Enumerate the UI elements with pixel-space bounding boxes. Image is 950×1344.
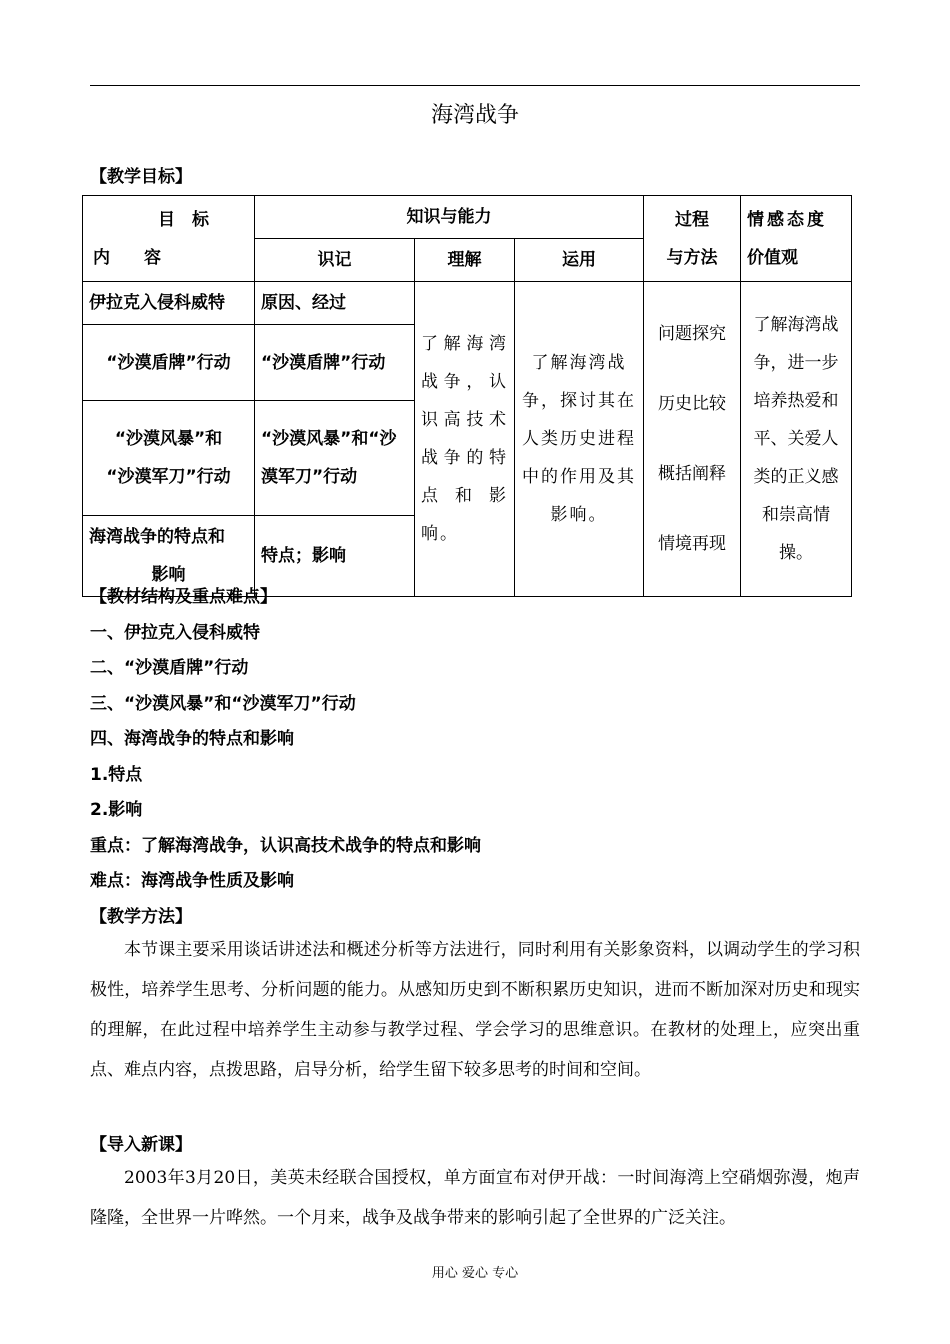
header-understand: 理解	[415, 239, 515, 282]
understand-cell: 了解海湾战争，认识高技术战争的特点和影响。	[415, 282, 515, 597]
section-heading-method: 【教学方法】	[90, 907, 192, 927]
row-content-line1: 海湾战争的特点和	[89, 527, 225, 547]
section-heading-intro: 【导入新课】	[90, 1135, 192, 1155]
process-cell	[644, 282, 741, 597]
row-content-line1: “沙漠风暴”和	[114, 429, 223, 449]
intro-paragraph: 2003年3月20日，美英未经联合国授权，单方面宣布对伊开战：一时间海湾上空硝烟弥漫，炮声隆隆，全世界一片哗然。一个月来，战争及战争带来的影响引起了全世界的广泛关注。	[90, 1168, 860, 1228]
row-content-line2: “沙漠军刀”行动	[106, 467, 231, 487]
apply-cell: 了解海湾战争，探讨其在人类历史进程中的作用及其影响。	[515, 282, 644, 597]
table-corner-cell	[83, 196, 255, 282]
process-item: 问题探究	[658, 324, 727, 344]
row-remember: 特点；影响	[255, 516, 415, 597]
header-apply: 运用	[515, 239, 644, 282]
page-footer: 用心 爱心 专心	[431, 1266, 519, 1281]
header-process-line1: 过程	[675, 209, 710, 230]
header-emotion	[741, 196, 852, 282]
corner-top-label: 目 标	[158, 209, 209, 230]
header-emotion-line2: 价值观	[747, 247, 799, 268]
structure-line: 四、海湾战争的特点和影响	[90, 729, 294, 749]
header-process-line2: 与方法	[666, 247, 718, 268]
difficult-point-line: 难点：海湾战争性质及影响	[90, 871, 294, 891]
process-item: 情境再现	[658, 534, 727, 554]
header-process	[644, 196, 741, 282]
page-title: 海湾战争	[430, 103, 519, 128]
process-item: 概括阐释	[658, 464, 727, 484]
key-point-line: 重点：了解海湾战争，认识高技术战争的特点和影响	[90, 836, 481, 856]
process-item: 历史比较	[658, 394, 727, 414]
emotion-cell: 了解海湾战争，进一步培养热爱和平、关爱人类的正义感和崇高情操。	[741, 282, 852, 597]
row-content-line2: 影响	[151, 565, 186, 585]
row-content	[83, 401, 255, 516]
header-remember: 识记	[255, 239, 415, 282]
structure-line: 2.影响	[90, 800, 143, 820]
row-remember: “沙漠盾牌”行动	[255, 325, 415, 401]
row-content: “沙漠盾牌”行动	[83, 325, 255, 401]
row-remember: 原因、经过	[255, 282, 415, 325]
corner-bottom-label: 内 容	[93, 247, 161, 268]
method-paragraph: 本节课主要采用谈话讲述法和概述分析等方法进行，同时利用有关影象资料，以调动学生的学习积极性，培养学生思考、分析问题的能力。从感知历史到不断积累历史知识，进而不断加深对历史和现实的理解，在此过程中培养学生主动参与教学过程、学会学习的思维意识。在教材的处理上，应突出重点、难点内容，点拨思路，启导分析，给学生留下较多思考的时间和空间。	[90, 940, 860, 1080]
section-heading-structure: 【教材结构及重点难点】	[90, 587, 277, 607]
structure-line: 三、“沙漠风暴”和“沙漠军刀”行动	[90, 694, 356, 714]
goals-table	[82, 195, 852, 597]
structure-line: 1.特点	[90, 765, 143, 785]
row-content: 伊拉克入侵科威特	[83, 282, 255, 325]
row-remember: “沙漠风暴”和“沙漠军刀”行动	[255, 401, 415, 516]
header-knowledge: 知识与能力	[255, 196, 644, 239]
section-heading-goals: 【教学目标】	[90, 167, 192, 187]
header-emotion-line1: 情感态度	[747, 209, 828, 230]
structure-line: 一、伊拉克入侵科威特	[90, 623, 260, 643]
header-rule	[90, 85, 860, 86]
structure-line: 二、“沙漠盾牌”行动	[90, 658, 249, 678]
